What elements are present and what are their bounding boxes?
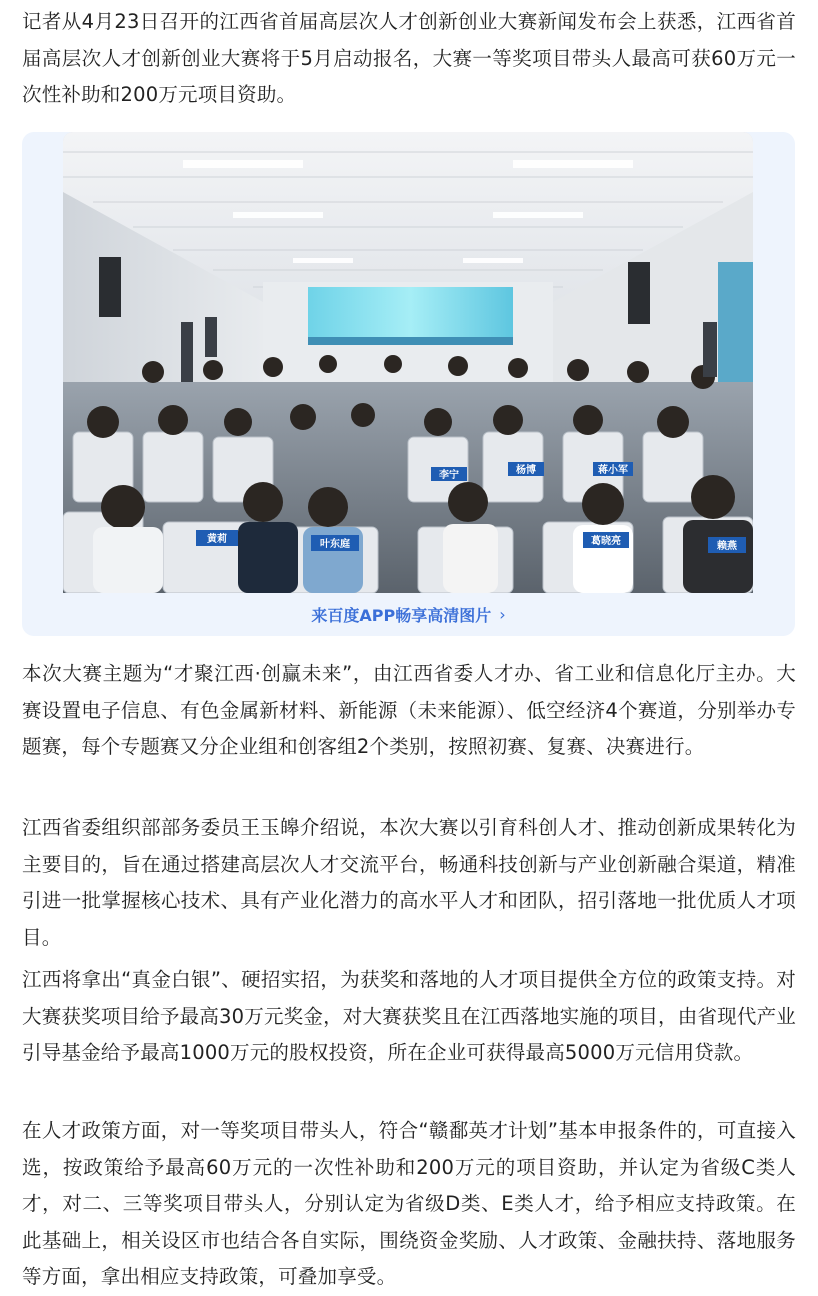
- chevron-right-icon: ›: [499, 605, 506, 624]
- article-paragraph-talent-policy: 在人才政策方面，对一等奖项目带头人，符合“赣鄱英才计划”基本申报条件的，可直接入选，按政策给予最高60万元的一次性补助和200万元的项目资助，并认定为省级C类人才，对二、三等奖项目带头人，分别认定为省级D类、E类人才，给予相应支持政策。在此基础上，相关设区市也结合各自实际，围绕资金奖励、人才政策、金融扶持、落地服务等方面，拿出相应支持政策，可叠加享受。: [22, 1119, 796, 1288]
- name-card-3: 葛晓亮: [591, 536, 621, 547]
- article-paragraph-support: 江西将拿出“真金白银”、硬招实招，为获奖和落地的人才项目提供全方位的政策支持。对大赛获奖项目给予最高30万元奖金，对大赛获奖且在江西落地实施的项目，由省现代产业引导基金给予最高1000万元的股权投资，所在企业可获得最高5000万元信用贷款。: [22, 968, 796, 1064]
- article-paragraph-intro: 记者从4月23日召开的江西省首届高层次人才创新创业大赛新闻发布会上获悉，江西省首届高层次人才创新创业大赛将于5月启动报名，大赛一等奖项目带头人最高可获60万元一次性补助和200万元项目资助。: [22, 10, 796, 106]
- name-card-6: 杨博: [516, 465, 536, 476]
- name-card-5: 李宁: [439, 470, 459, 481]
- article-paragraph-purpose: 江西省委组织部部务委员王玉皞介绍说，本次大赛以引育科创人才、推动创新成果转化为主要目的，旨在通过搭建高层次人才交流平台，畅通科技创新与产业创新融合渠道，精准引进一批掌握核心技术、具有产业化潜力的高水平人才和团队，招引落地一批优质人才项目。: [22, 816, 796, 949]
- conference-photo[interactable]: [63, 132, 753, 593]
- article-paragraph-theme: 本次大赛主题为“才聚江西·创赢未来”，由江西省委人才办、省工业和信息化厅主办。大赛设置电子信息、有色金属新材料、新能源（未来能源）、低空经济4个赛道，分别举办专题赛，每个专题赛又分企业组和创客组2个类别，按照初赛、复赛、决赛进行。: [22, 662, 796, 758]
- view-hd-image-label: 来百度APP畅享高清图片: [311, 606, 492, 625]
- name-card-7: 蒋小军: [598, 465, 628, 476]
- image-card: [22, 132, 795, 636]
- name-card-2: 叶东庭: [320, 539, 350, 550]
- view-hd-image-link[interactable]: [22, 593, 795, 636]
- name-card-1: 黄莉: [207, 534, 227, 545]
- name-card-4: 赖燕: [717, 541, 737, 552]
